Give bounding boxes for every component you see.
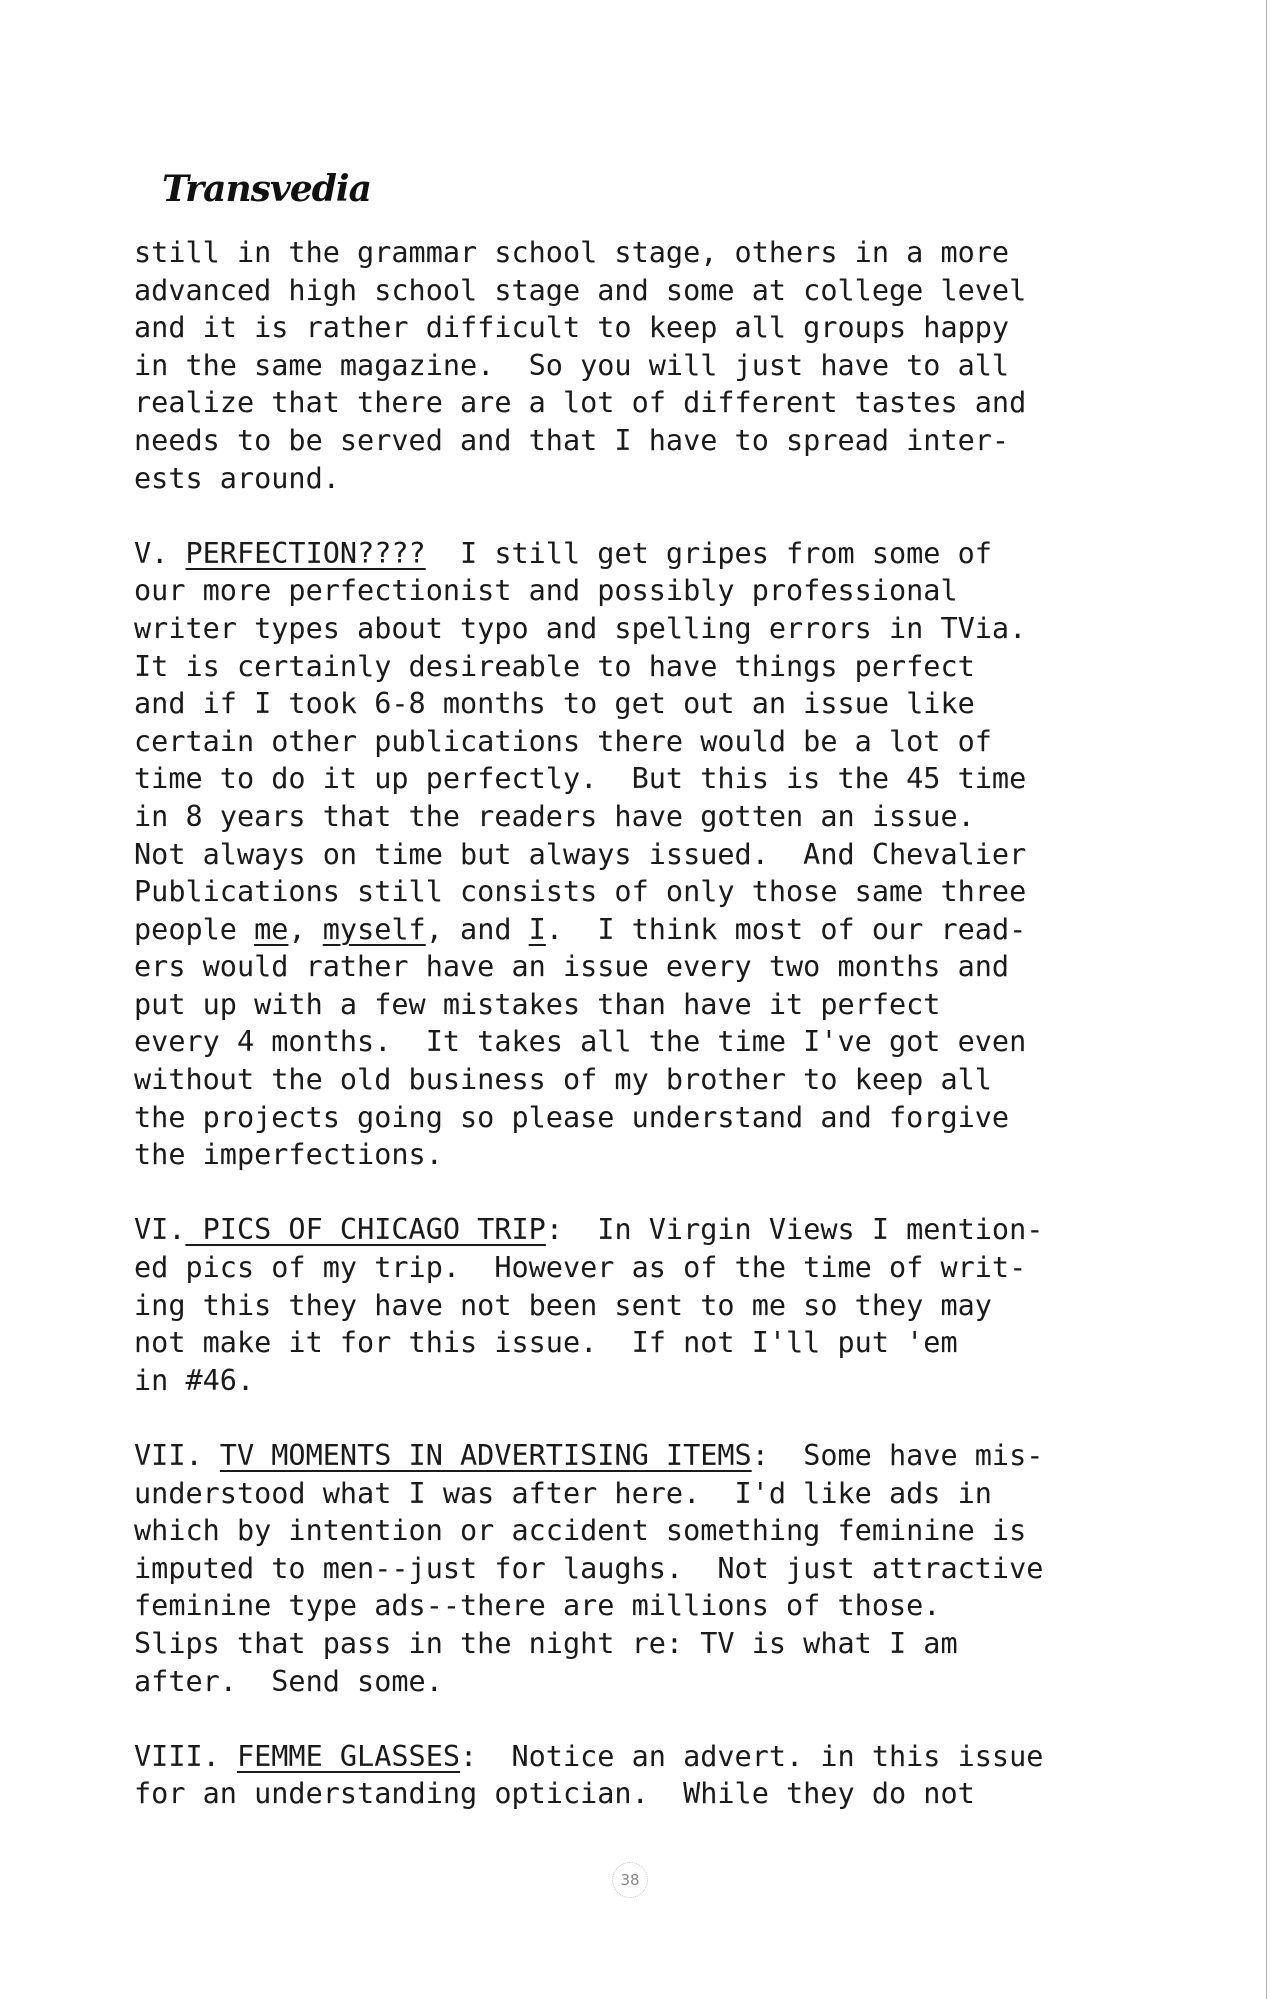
text-line: It is certainly desireable to have things perfect [134, 649, 975, 683]
section-number: V. [134, 536, 186, 570]
text-fragment: I still get gripes from some of [425, 536, 992, 570]
text-fragment: : Notice an advert. in this issue [460, 1739, 1044, 1773]
text-line: Not always on time but always issued. And Chevalier [134, 837, 1027, 871]
text-fragment: , [288, 912, 323, 946]
section-vii-advertising [134, 1437, 1164, 1700]
emphasis-myself: myself [322, 912, 426, 946]
section-vi-chicago-pics [134, 1211, 1164, 1399]
text-line: understood what I was after here. I'd like ads in [134, 1476, 992, 1510]
text-line: without the old business of my brother to keep all [134, 1063, 992, 1097]
text-line: for an understanding optician. While they do not [134, 1777, 975, 1811]
text-line: still in the grammar school stage, others in a more [134, 236, 1010, 269]
text-line-emphasis [134, 911, 1164, 949]
text-line: ed pics of my trip. However as of the time of writ- [134, 1251, 1027, 1285]
text-line: after. Send some. [134, 1664, 443, 1698]
page-edge-line [1266, 0, 1267, 1999]
text-line: which by intention or accident something feminine is [134, 1514, 1027, 1548]
section-viii-femme-glasses [134, 1738, 1164, 1813]
page-number: 38 [612, 1862, 648, 1898]
section-heading: FEMME GLASSES [236, 1739, 461, 1773]
text-line: ers would rather have an issue every two months and [134, 950, 1010, 984]
text-line: ing this they have not been sent to me so they may [134, 1288, 992, 1322]
emphasis-i: I [528, 912, 546, 946]
text-line: imputed to men--just for laughs. Not just attractive [134, 1551, 1044, 1585]
text-line: not make it for this issue. If not I'll put 'em [134, 1326, 958, 1360]
text-line: the projects going so please understand and forgive [134, 1100, 1010, 1134]
text-line: in the same magazine. So you will just have to all [134, 348, 1010, 382]
text-line: and if I took 6-8 months to get out an issue like [134, 687, 975, 721]
text-line: writer types about typo and spelling errors in TVia. [134, 611, 1027, 645]
paragraph-gap [134, 497, 1164, 535]
text-line: the imperfections. [134, 1138, 443, 1172]
text-line: needs to be served and that I have to spread inter- [134, 423, 1010, 457]
section-number: VI. [134, 1213, 186, 1247]
text-fragment: : Some have mis- [751, 1439, 1044, 1472]
section-heading-line [134, 1211, 1164, 1249]
text-fragment: . I think most of our read- [545, 912, 1027, 946]
paragraph-gap [134, 1700, 1164, 1738]
text-line: in #46. [134, 1363, 255, 1397]
text-line: ests around. [134, 461, 340, 495]
text-line: realize that there are a lot of different tastes and [134, 386, 1027, 420]
section-heading: PERFECTION???? [185, 536, 426, 570]
text-line: in 8 years that the readers have gotten an issue. [134, 799, 975, 833]
paragraph-gap [134, 1174, 1164, 1212]
section-heading: TV MOMENTS IN ADVERTISING ITEMS [219, 1439, 752, 1472]
text-line: Slips that pass in the night re: TV is what I am [134, 1626, 958, 1660]
text-line: advanced high school stage and some at college level [134, 273, 1027, 307]
text-line: time to do it up perfectly. But this is the 45 time [134, 762, 1027, 796]
text-fragment: people [134, 912, 255, 946]
text-line: feminine type ads--there are millions of those. [134, 1589, 941, 1623]
text-line: put up with a few mistakes than have it perfect [134, 987, 941, 1021]
text-line: certain other publications there would be a lot of [134, 724, 992, 758]
masthead-logo: Transvedia [162, 168, 371, 210]
section-number: VII. [134, 1439, 220, 1472]
section-v-perfection [134, 535, 1164, 1174]
section-heading-line [134, 1738, 1164, 1776]
text-line: every 4 months. It takes all the time I've got even [134, 1025, 1027, 1059]
text-line: and it is rather difficult to keep all groups happy [134, 311, 1010, 345]
text-fragment: , and [425, 912, 529, 946]
intro-paragraph [134, 234, 1164, 497]
article-body [134, 234, 1164, 1813]
section-heading-line [134, 535, 1164, 573]
section-heading-line [134, 1437, 1164, 1475]
emphasis-me: me [254, 912, 289, 946]
section-heading: PICS OF CHICAGO TRIP [185, 1213, 546, 1247]
text-fragment: : In Virgin Views I mention- [545, 1213, 1044, 1247]
paragraph-gap [134, 1399, 1164, 1437]
text-line: our more perfectionist and possibly professional [134, 574, 958, 608]
section-number: VIII. [134, 1739, 237, 1773]
text-line: Publications still consists of only those same three [134, 875, 1027, 909]
